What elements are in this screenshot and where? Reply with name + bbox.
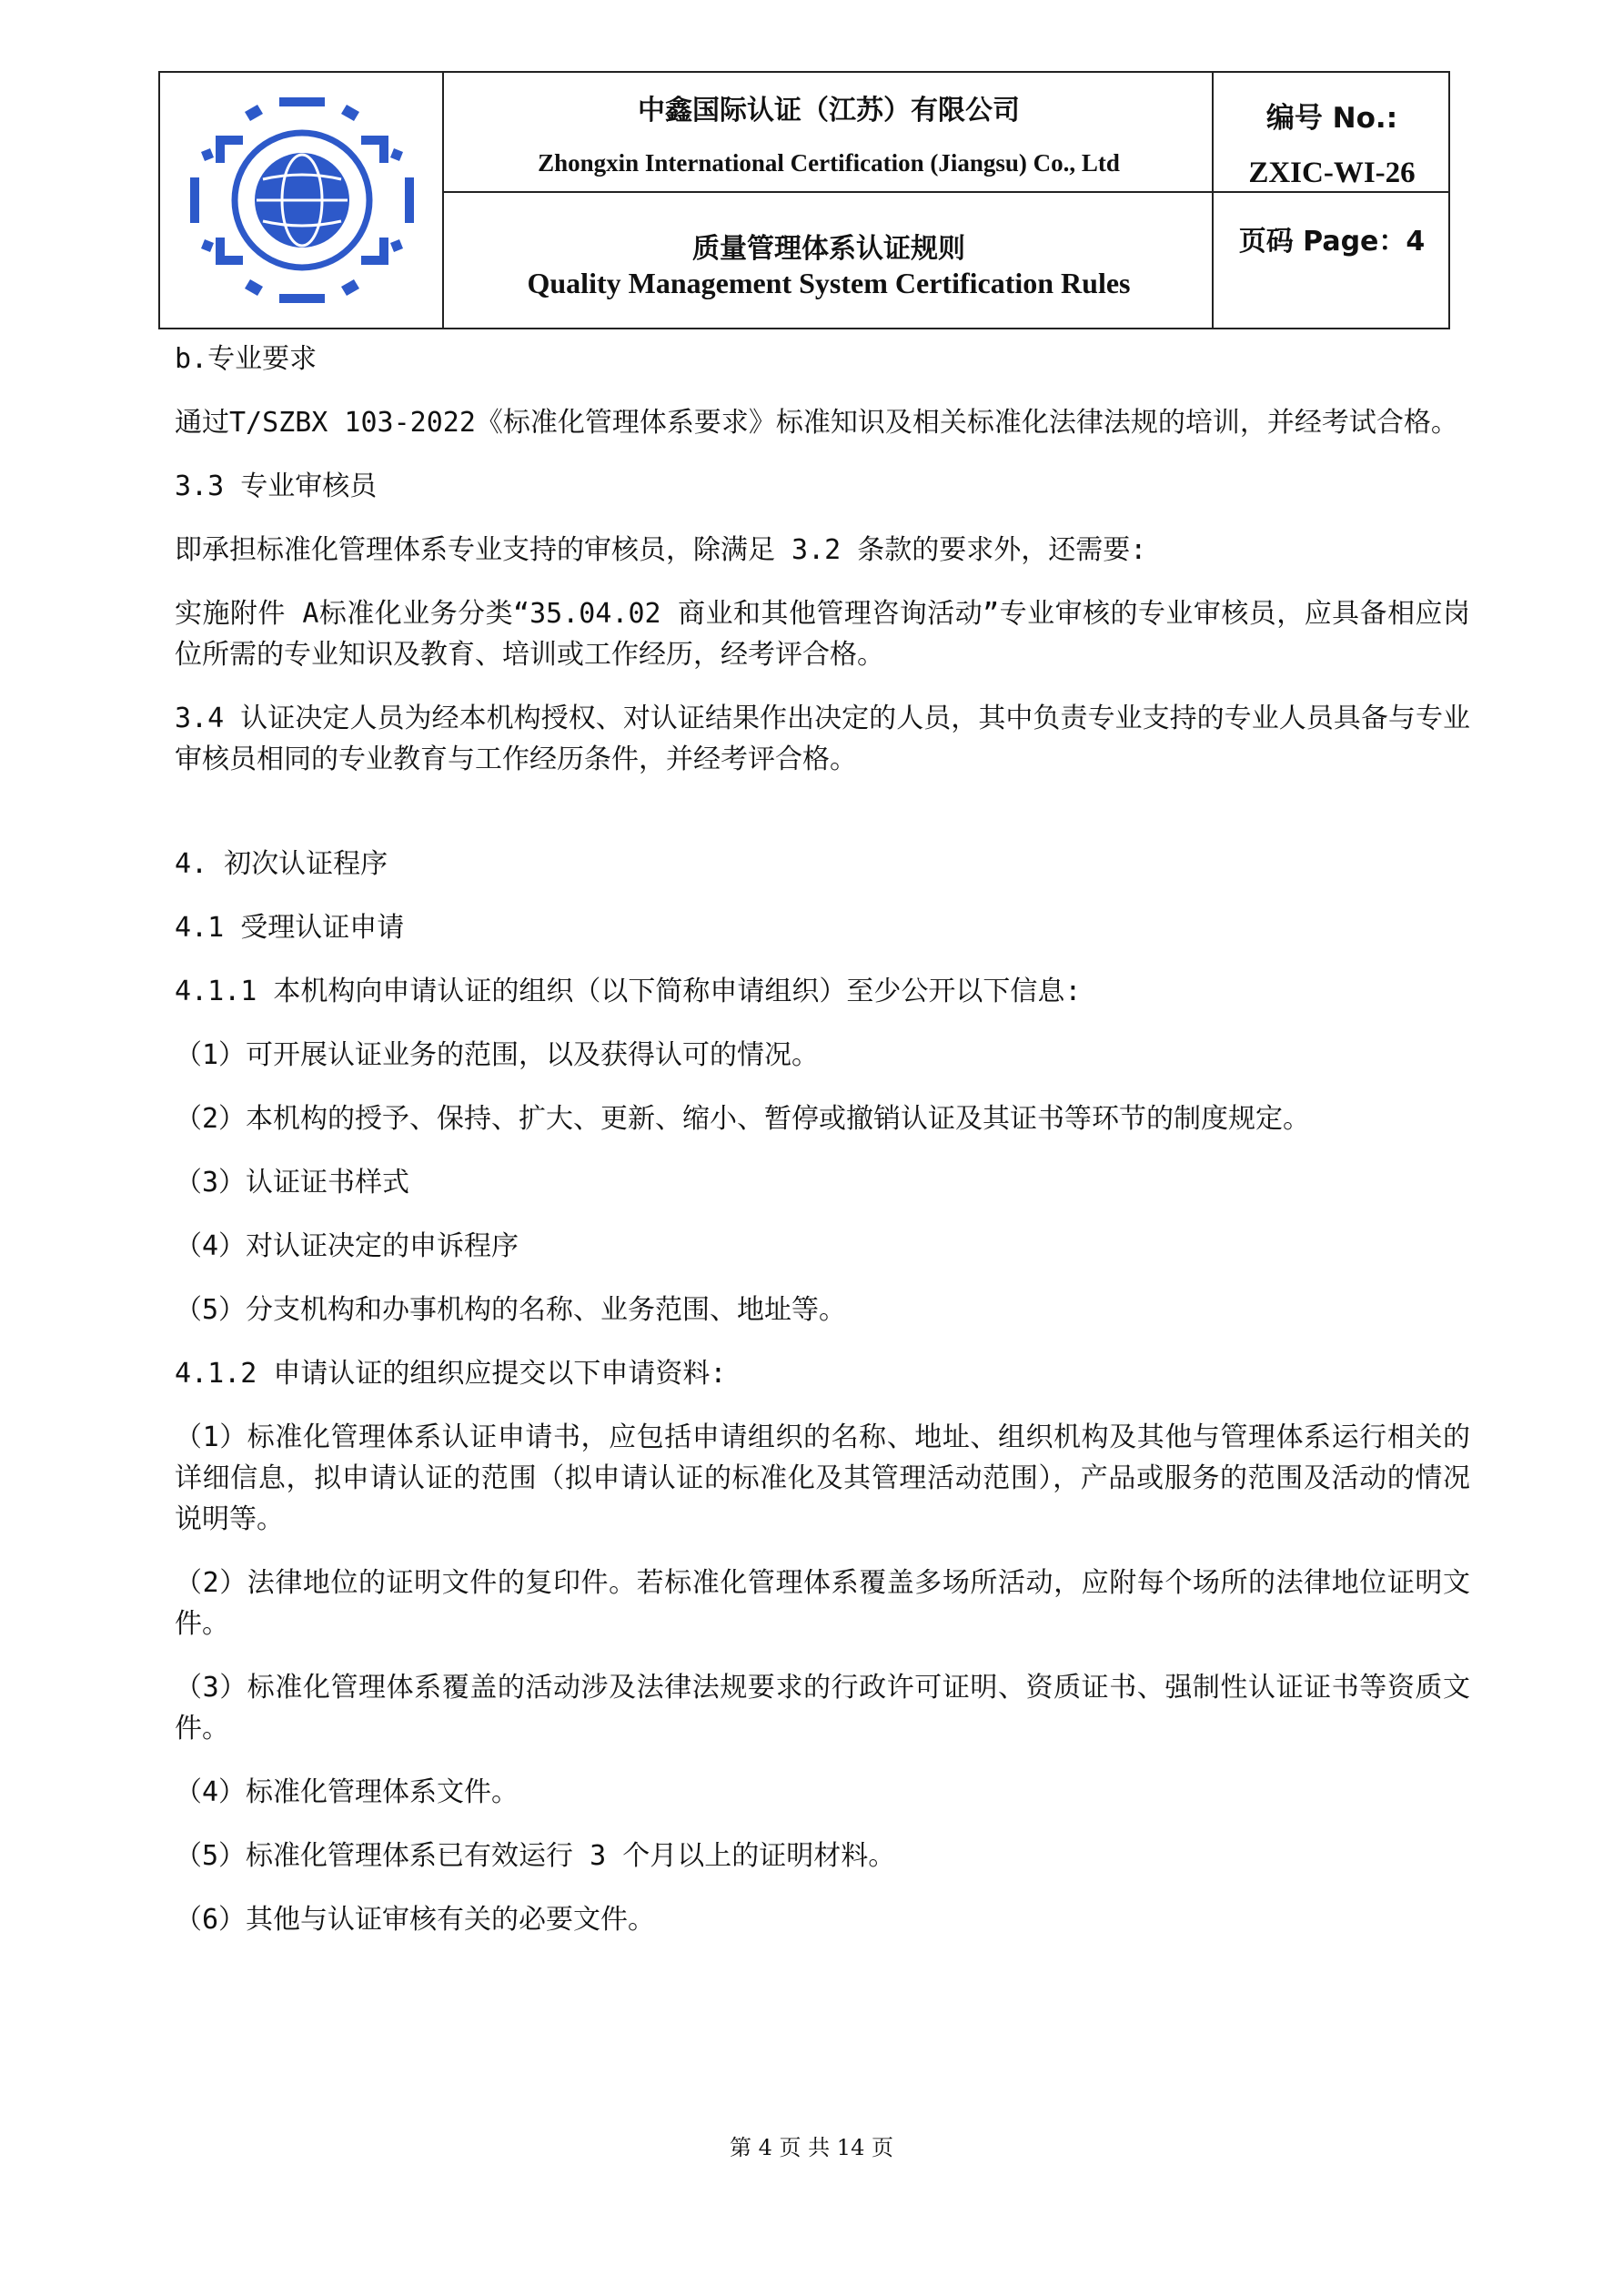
list-item: （2）本机构的授予、保持、扩大、更新、缩小、暂停或撤销认证及其证书等环节的制度规定。 bbox=[175, 1103, 1311, 1135]
section-heading: 4. 初次认证程序 bbox=[175, 848, 388, 880]
list-item: （5）分支机构和办事机构的名称、业务范围、地址等。 bbox=[175, 1294, 847, 1326]
list-item: （3）标准化管理体系覆盖的活动涉及法律法规要求的行政许可证明、资质证书、强制性认证证书等资质文件。 bbox=[175, 1672, 1470, 1745]
section-heading: 3.3 专业审核员 bbox=[175, 470, 378, 502]
paragraph: b.专业要求 bbox=[175, 343, 318, 375]
paragraph: 3.4 认证决定人员为经本机构授权、对认证结果作出决定的人员，其中负责专业支持的专业人员具备与专业审核员相同的专业教育与工作经历条件，并经考评合格。 bbox=[175, 703, 1470, 775]
document-title-en: Quality Management System Certification Rules bbox=[527, 267, 1131, 299]
paragraph: 实施附件 A标准化业务分类“35.04.02 商业和其他管理咨询活动”专业审核的专业审核员，应具备相应岗位所需的专业知识及教育、培训或工作经历，经考评合格。 bbox=[175, 598, 1470, 671]
document-body bbox=[175, 339, 1470, 1963]
company-name-en: Zhongxin International Certification (Jiangsu) Co., Ltd bbox=[538, 149, 1120, 177]
paragraph: 即承担标准化管理体系专业支持的审核员，除满足 3.2 条款的要求外，还需要: bbox=[175, 534, 1147, 566]
list-item: （1）标准化管理体系认证申请书，应包括申请组织的名称、地址、组织机构及其他与管理体系运行相关的详细信息，拟申请认证的范围（拟申请认证的标准化及其管理活动范围），产品或服务的范围及活动的情况说明等。 bbox=[175, 1421, 1470, 1535]
list-item: （4）对认证决定的申诉程序 bbox=[175, 1230, 519, 1262]
doc-number-value: ZXIC-WI-26 bbox=[1248, 157, 1416, 189]
doc-number-label: 编号 No.: bbox=[1265, 102, 1398, 135]
list-item: （5）标准化管理体系已有效运行 3 个月以上的证明材料。 bbox=[175, 1840, 896, 1872]
header-divider bbox=[444, 191, 1448, 193]
list-item: （3）认证证书样式 bbox=[175, 1167, 410, 1199]
document-title-cn: 质量管理体系认证规则 bbox=[692, 233, 965, 265]
list-item: （6）其他与认证审核有关的必要文件。 bbox=[175, 1904, 656, 1936]
company-name-cn: 中鑫国际认证（江苏）有限公司 bbox=[638, 95, 1020, 126]
paragraph: 4.1.2 申请认证的组织应提交以下申请资料: bbox=[175, 1358, 727, 1390]
list-item: （1）可开展认证业务的范围，以及获得认可的情况。 bbox=[175, 1039, 820, 1071]
list-item: （4）标准化管理体系文件。 bbox=[175, 1776, 519, 1808]
paragraph: 4.1.1 本机构向申请认证的组织（以下简称申请组织）至少公开以下信息: bbox=[175, 976, 1082, 1007]
page-number-label: 页码 Page：4 bbox=[1238, 226, 1426, 258]
page-footer: 第 4 页 共 14 页 bbox=[730, 2135, 893, 2160]
company-logo bbox=[160, 73, 444, 328]
section-heading: 4.1 受理认证申请 bbox=[175, 912, 405, 944]
header-divider bbox=[1212, 73, 1214, 328]
document-header bbox=[158, 71, 1450, 329]
list-item: （2）法律地位的证明文件的复印件。若标准化管理体系覆盖多场所活动，应附每个场所的法律地位证明文件。 bbox=[175, 1567, 1470, 1640]
paragraph: 通过T/SZBX 103-2022《标准化管理体系要求》标准知识及相关标准化法律法规的培训，并经考试合格。 bbox=[175, 407, 1458, 439]
